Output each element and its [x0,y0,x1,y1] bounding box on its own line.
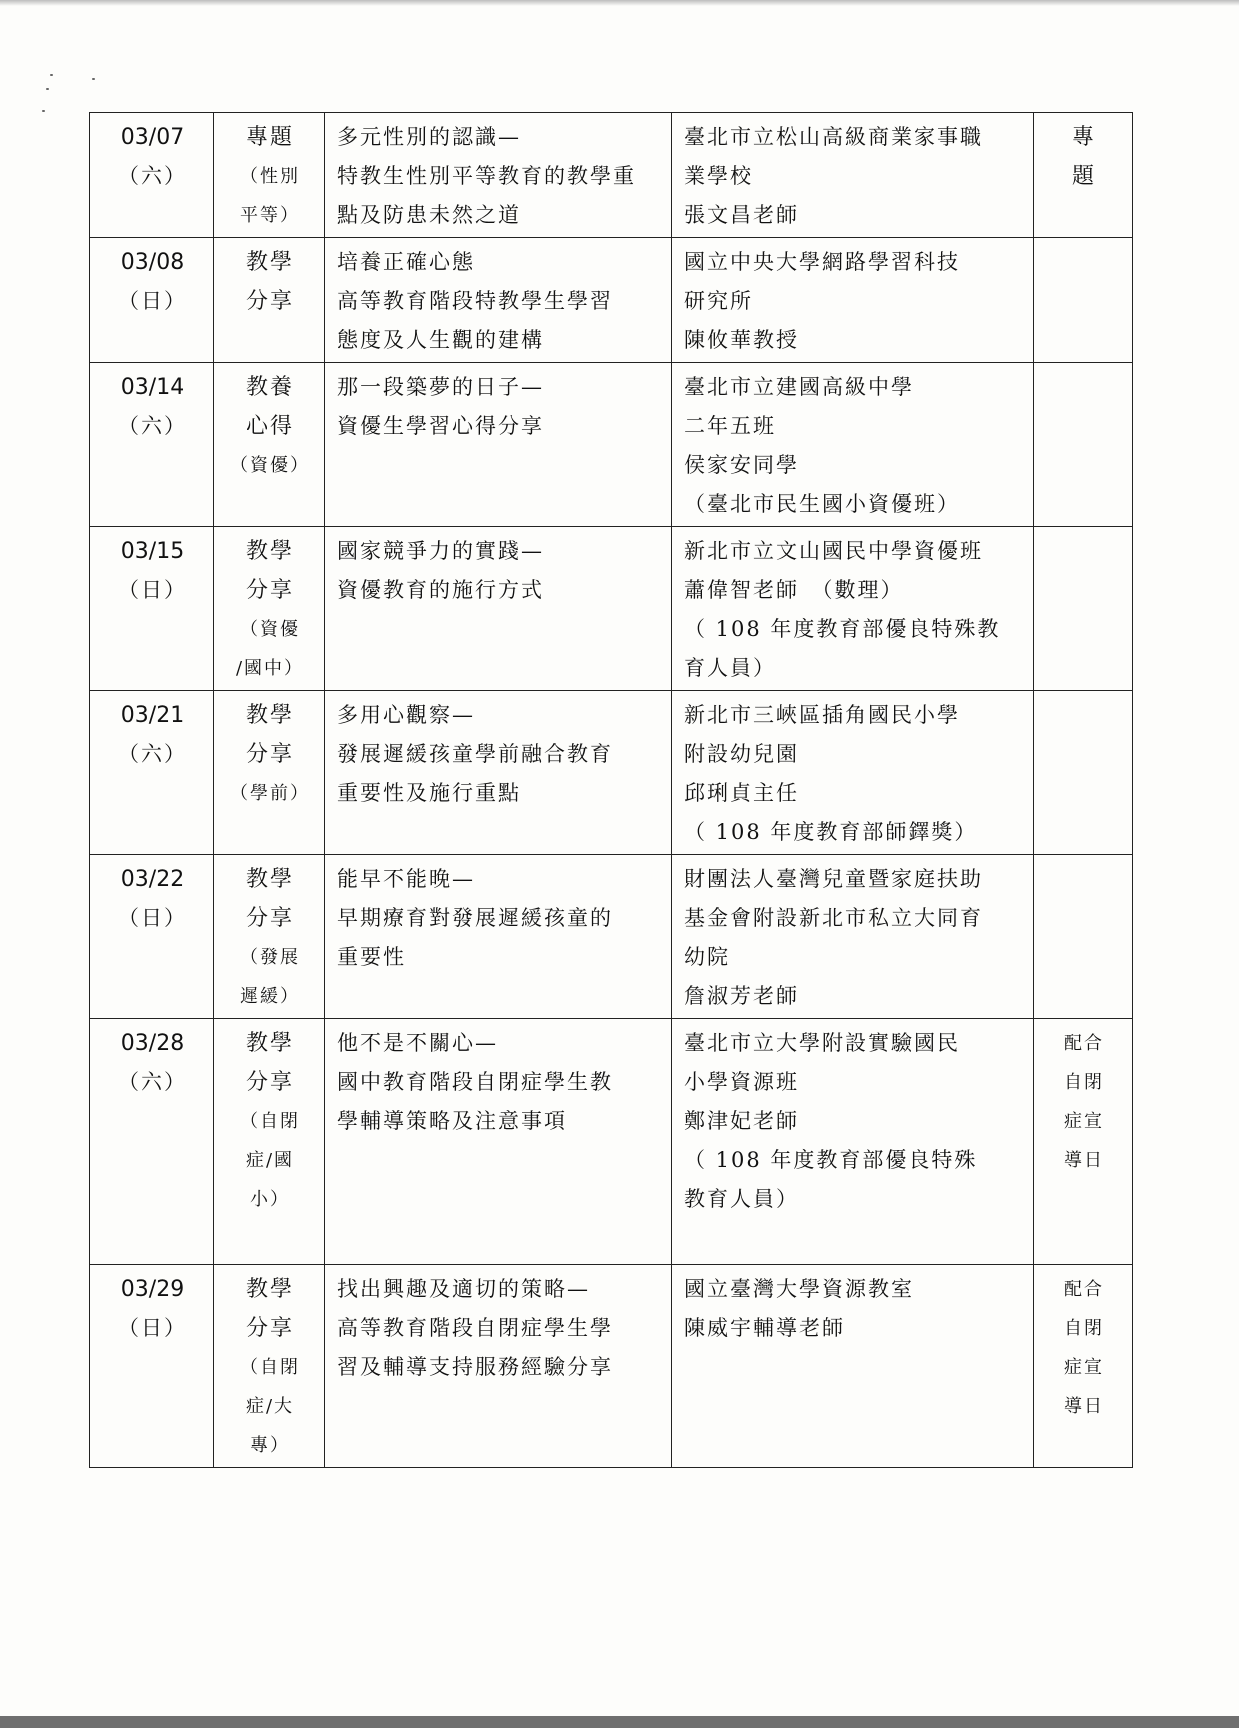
note-cell [1034,527,1133,691]
type-cell [214,113,325,238]
type-cell [214,855,325,1019]
speaker-line: 侯家安同學 [684,453,799,477]
speaker-line: 張文昌老師 [684,203,799,227]
speaker-line: 陳威宇輔導老師 [684,1316,845,1340]
session-weekday: （六） [118,164,187,188]
topic-cell [325,113,672,238]
topic-line: 資優生學習心得分享 [337,414,544,438]
session-type: 分享 [245,906,294,931]
session-weekday: （日） [118,906,187,930]
topic-line: 國中教育階段自閉症學生教 [337,1070,613,1094]
session-date: 03/14 [120,375,185,400]
schedule-row [90,691,1133,855]
speaker-line: 臺北市立松山高級商業家事職 [684,125,983,149]
date-cell [90,238,214,363]
note-line: 專 [1071,125,1096,150]
session-type: 教學 [245,1277,294,1302]
topic-line: 多用心觀察— [337,703,475,727]
speaker-line: 國立臺灣大學資源教室 [684,1277,914,1301]
topic-cell [325,527,672,691]
schedule-row [90,363,1133,527]
note-line: 配合 [1064,1033,1104,1054]
note-line: 症宣 [1064,1111,1104,1132]
speaker-line: 基金會附設新北市私立大同育 [684,906,983,930]
speaker-line: （ 108 年度教育部師鐸獎） [684,820,978,844]
session-type: 分享 [245,578,294,603]
session-weekday: （六） [118,1070,187,1094]
scan-speck [92,78,95,80]
session-weekday: （六） [118,414,187,438]
speaker-line: 育人員） [684,656,776,680]
session-weekday: （日） [118,289,187,313]
topic-cell [325,238,672,363]
date-cell [90,855,214,1019]
date-cell [90,363,214,527]
session-category: （學前） [230,783,310,804]
date-cell [90,527,214,691]
speaker-cell [672,527,1034,691]
speaker-line: 小學資源班 [684,1070,799,1094]
session-date: 03/08 [120,250,185,275]
topic-line: 重要性 [337,945,406,969]
speaker-cell [672,855,1034,1019]
session-category: （自閉 [240,1111,300,1132]
topic-cell [325,691,672,855]
note-line: 導日 [1064,1150,1104,1171]
scan-speck [46,88,49,90]
session-category: （性別 [240,166,300,187]
speaker-line: 二年五班 [684,414,776,438]
topic-line: 早期療育對發展遲緩孩童的 [337,906,613,930]
scan-speck [50,74,53,76]
speaker-line: 幼院 [684,945,730,969]
speaker-line: 邱琍貞主任 [684,781,799,805]
note-cell [1034,1019,1133,1265]
scan-edge-top [0,0,1239,6]
schedule-row [90,113,1133,238]
topic-line: 國家競爭力的實踐— [337,539,544,563]
session-date: 03/21 [120,703,185,728]
topic-line: 習及輔導支持服務經驗分享 [337,1355,613,1379]
session-category: （資優 [240,619,300,640]
speaker-cell [672,113,1034,238]
topic-line: 資優教育的施行方式 [337,578,544,602]
speaker-line: 陳攸華教授 [684,328,799,352]
speaker-cell [672,238,1034,363]
topic-line: 多元性別的認識— [337,125,521,149]
session-weekday: （六） [118,742,187,766]
date-cell [90,691,214,855]
note-line: 導日 [1064,1396,1104,1417]
session-type: 教學 [245,539,294,564]
speaker-line: 國立中央大學網路學習科技 [684,250,960,274]
scan-speck [42,110,45,112]
session-type: 教學 [245,703,294,728]
session-type: 教學 [245,250,294,275]
schedule-row [90,527,1133,691]
note-line: 自閉 [1064,1318,1104,1339]
date-cell [90,1019,214,1265]
session-type: 心得 [245,414,294,439]
topic-line: 重要性及施行重點 [337,781,521,805]
session-category: /國中） [235,658,305,679]
type-cell [214,238,325,363]
speaker-line: 新北市立文山國民中學資優班 [684,539,983,563]
session-date: 03/07 [120,125,185,150]
speaker-line: （ 108 年度教育部優良特殊 [684,1148,978,1172]
topic-line: 特教生性別平等教育的教學重 [337,164,636,188]
speaker-line: 新北市三峽區插角國民小學 [684,703,960,727]
schedule-row [90,855,1133,1019]
note-line: 題 [1071,164,1096,189]
session-date: 03/15 [120,539,185,564]
topic-line: 發展遲緩孩童學前融合教育 [337,742,613,766]
note-cell [1034,113,1133,238]
note-line: 症宣 [1064,1357,1104,1378]
session-type: 分享 [245,1316,294,1341]
topic-line: 他不是不關心— [337,1031,498,1055]
speaker-cell [672,1265,1034,1468]
speaker-cell [672,363,1034,527]
session-type: 教學 [245,867,294,892]
topic-line: 點及防患未然之道 [337,203,521,227]
speaker-line: 臺北市立大學附設實驗國民 [684,1031,960,1055]
topic-line: 高等教育階段特教學生學習 [337,289,613,313]
session-category: （自閉 [240,1357,300,1378]
note-cell [1034,1265,1133,1468]
session-category: 症/國 [245,1150,295,1171]
type-cell [214,1019,325,1265]
speaker-line: 鄭津妃老師 [684,1109,799,1133]
topic-line: 找出興趣及適切的策略— [337,1277,590,1301]
topic-line: 能早不能晚— [337,867,475,891]
type-cell [214,1265,325,1468]
scan-edge-bottom [0,1716,1239,1728]
session-weekday: （日） [118,1316,187,1340]
speaker-line: 臺北市立建國高級中學 [684,375,914,399]
speaker-cell [672,1019,1034,1265]
note-line: 自閉 [1064,1072,1104,1093]
speaker-line: （ 108 年度教育部優良特殊教 [684,617,1001,641]
speaker-line: 研究所 [684,289,753,313]
note-cell [1034,238,1133,363]
type-cell [214,363,325,527]
session-type: 專題 [245,125,294,150]
topic-line: 培養正確心態 [337,250,475,274]
topic-line: 高等教育階段自閉症學生學 [337,1316,613,1340]
session-weekday: （日） [118,578,187,602]
note-cell [1034,855,1133,1019]
session-date: 03/28 [120,1031,185,1056]
speaker-line: 蕭偉智老師 （數理） [684,578,904,602]
note-cell [1034,363,1133,527]
speaker-line: 詹淑芳老師 [684,984,799,1008]
schedule-row [90,1265,1133,1468]
speaker-line: 財團法人臺灣兒童暨家庭扶助 [684,867,983,891]
date-cell [90,1265,214,1468]
speaker-line: 附設幼兒園 [684,742,799,766]
speaker-line: 教育人員） [684,1187,799,1211]
session-category: （資優） [230,455,310,476]
topic-cell [325,1265,672,1468]
note-cell [1034,691,1133,855]
topic-line: 學輔導策略及注意事項 [337,1109,567,1133]
schedule-row [90,238,1133,363]
session-category: 平等） [240,205,300,226]
note-line: 配合 [1064,1279,1104,1300]
session-type: 分享 [245,1070,294,1095]
type-cell [214,527,325,691]
schedule-body [90,113,1133,1468]
topic-line: 態度及人生觀的建構 [337,328,544,352]
speaker-cell [672,691,1034,855]
schedule-row [90,1019,1133,1265]
topic-cell [325,1019,672,1265]
session-category: 遲緩） [240,986,300,1007]
session-date: 03/22 [120,867,185,892]
date-cell [90,113,214,238]
type-cell [214,691,325,855]
topic-line: 那一段築夢的日子— [337,375,544,399]
session-type: 分享 [245,742,294,767]
schedule-table [89,112,1133,1468]
speaker-line: 業學校 [684,164,753,188]
session-category: 症/大 [245,1396,295,1417]
session-category: （發展 [240,947,300,968]
session-category: 專） [250,1435,290,1456]
topic-cell [325,855,672,1019]
session-type: 分享 [245,289,294,314]
session-category: 小） [250,1189,290,1210]
topic-cell [325,363,672,527]
session-date: 03/29 [120,1277,185,1302]
session-type: 教養 [245,375,294,400]
session-type: 教學 [245,1031,294,1056]
speaker-line: （臺北市民生國小資優班） [684,492,960,516]
